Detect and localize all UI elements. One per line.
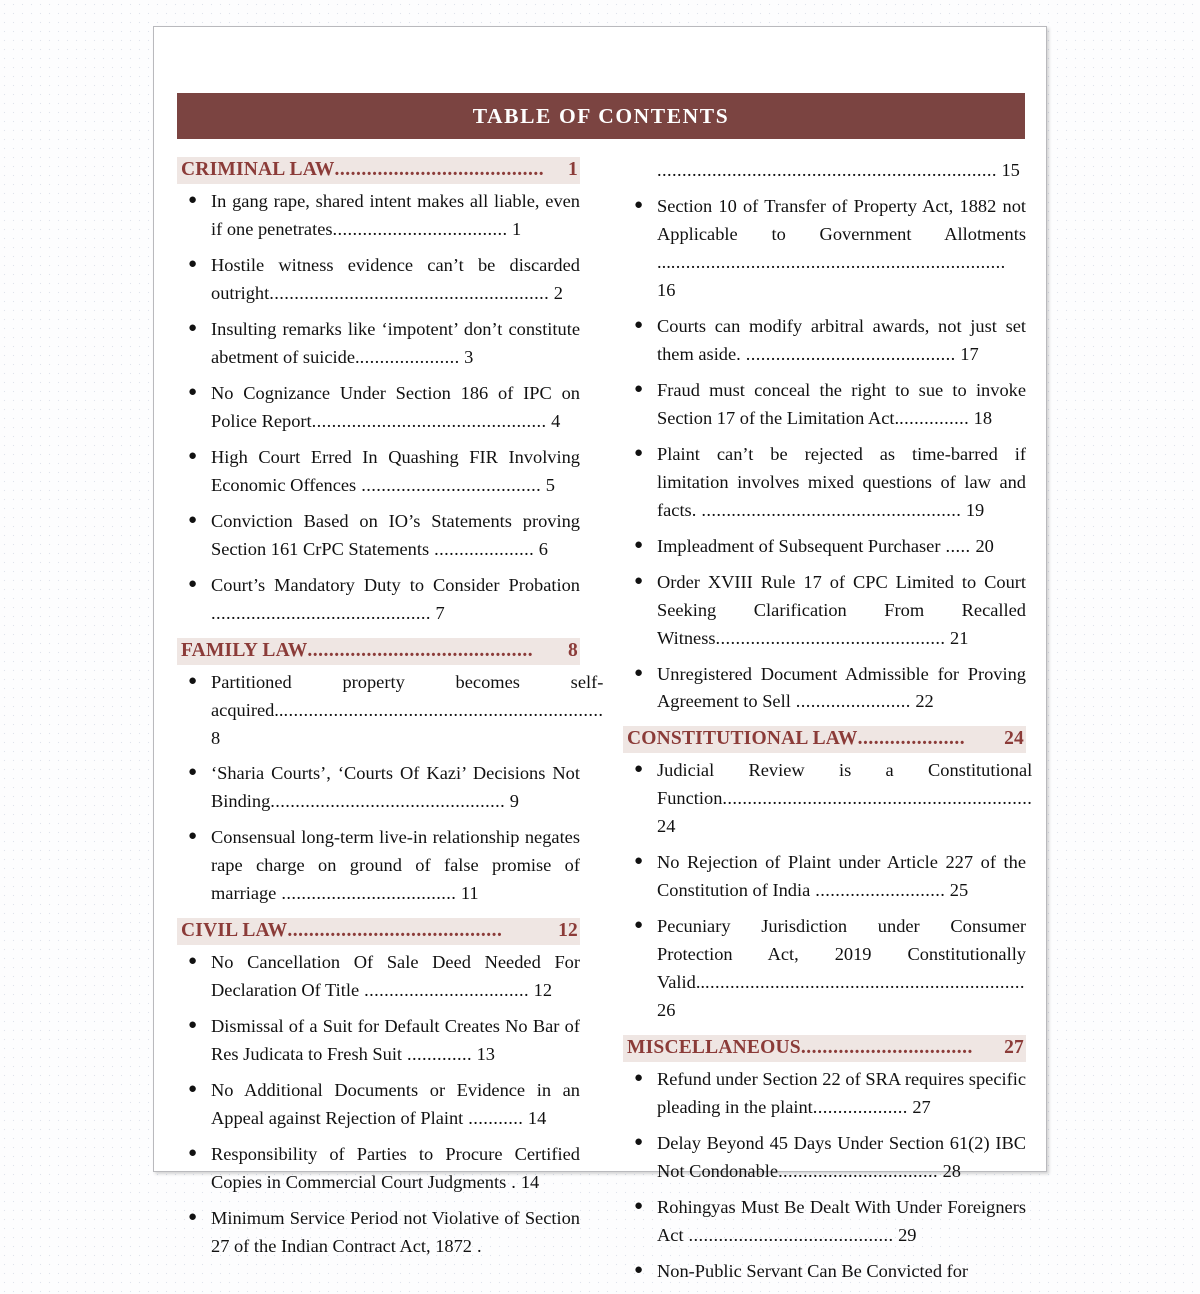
toc-entry-page-number: 26 bbox=[657, 1000, 676, 1021]
toc-entry-title: Plaint can’t be rejected as time-barred if limitation involves mixed questions of law and facts. bbox=[657, 443, 1026, 520]
toc-columns bbox=[177, 157, 1033, 1294]
toc-entry-title: Courts can modify arbitral awards, not just set them aside. bbox=[657, 315, 1026, 364]
section-heading-family-law bbox=[177, 638, 580, 665]
toc-entry-page-number: 13 bbox=[472, 1044, 496, 1065]
toc-entry-page-number: 12 bbox=[529, 980, 553, 1001]
bullet-icon: ● bbox=[188, 953, 198, 970]
bullet-icon: ● bbox=[634, 444, 644, 461]
toc-entry-page-number: 18 bbox=[969, 407, 993, 428]
section-heading-constitutional-law bbox=[623, 726, 1026, 753]
toc-entry[interactable] bbox=[623, 533, 1026, 561]
toc-entry-leader: .................................... bbox=[356, 474, 542, 495]
section-family-law bbox=[177, 638, 604, 909]
toc-entry-leader: .............................................................. bbox=[722, 788, 1033, 809]
toc-entry-leader: ............................................... bbox=[270, 791, 506, 812]
toc-entry-text-wrap bbox=[211, 188, 580, 244]
toc-entry-text-wrap bbox=[657, 569, 1026, 653]
toc-entry-page-number: 14 bbox=[523, 1108, 547, 1129]
toc-entry[interactable] bbox=[623, 757, 1033, 841]
toc-entry[interactable] bbox=[177, 1141, 580, 1197]
toc-entry-text-wrap bbox=[657, 1194, 1026, 1250]
toc-entry-title: Conviction Based on IO’s Statements proving Section 161 CrPC Statements bbox=[211, 510, 580, 559]
toc-entry-text-wrap bbox=[211, 949, 580, 1005]
bullet-icon: ● bbox=[188, 319, 198, 336]
toc-entry[interactable] bbox=[623, 1130, 1026, 1186]
toc-entry-leader: .............................................. bbox=[715, 627, 946, 648]
toc-entry[interactable] bbox=[177, 1077, 580, 1133]
toc-entry-leader: . bbox=[506, 1172, 517, 1193]
toc-entry[interactable] bbox=[177, 824, 580, 908]
section-heading-page-number: 1 bbox=[568, 159, 578, 180]
bullet-icon: ● bbox=[634, 196, 644, 213]
section-heading-page-number: 12 bbox=[558, 920, 578, 942]
toc-entry[interactable] bbox=[177, 252, 580, 308]
toc-entry-leader: .................... bbox=[359, 346, 460, 367]
toc-entry[interactable] bbox=[623, 157, 1026, 185]
bullet-icon: ● bbox=[634, 380, 644, 397]
toc-entry-leader: ................................ bbox=[778, 1161, 938, 1182]
toc-entry[interactable] bbox=[177, 380, 580, 436]
toc-entry-text-wrap bbox=[657, 441, 1026, 525]
toc-entry-title: No Cognizance Under Section 186 of IPC on Police Report bbox=[211, 382, 580, 431]
toc-entry[interactable] bbox=[623, 849, 1026, 905]
toc-entry-page-number: 11 bbox=[456, 883, 479, 904]
toc-entry[interactable] bbox=[177, 949, 580, 1005]
toc-entry-page-number: 5 bbox=[541, 474, 555, 495]
toc-entry-leader: .................................................................... bbox=[657, 160, 997, 180]
toc-entry[interactable] bbox=[177, 508, 580, 564]
toc-entry[interactable] bbox=[177, 188, 580, 244]
toc-entry-title: No Cancellation Of Sale Deed Needed For Declaration Of Title bbox=[211, 952, 580, 1001]
toc-entry-text-wrap bbox=[211, 1013, 580, 1069]
toc-entry-leader: ................................................................... bbox=[670, 251, 1006, 272]
section-heading-leader: .................... bbox=[857, 728, 966, 750]
toc-entry-leader: ................................................................ bbox=[705, 972, 1025, 993]
section-heading-page-number: 8 bbox=[568, 639, 578, 661]
toc-entry[interactable] bbox=[177, 1013, 580, 1069]
toc-entry-page-number: 6 bbox=[534, 538, 548, 559]
toc-entry-title: Section 10 of Transfer of Property Act, 1882 not Applicable to Government Allotments ... bbox=[657, 195, 1026, 272]
toc-entry-title: Dismissal of a Suit for Default Creates No Bar of Res Judicata to Fresh Suit bbox=[211, 1016, 580, 1065]
section-heading-civil-law bbox=[177, 918, 580, 945]
bullet-icon: ● bbox=[188, 828, 198, 845]
toc-entry[interactable] bbox=[177, 444, 580, 500]
toc-entry-page-number: 19 bbox=[961, 499, 985, 520]
toc-entry-leader: ................................................................ bbox=[283, 699, 604, 720]
toc-entry-title: Consensual long-term live-in relationship negates rape charge on ground of false promise of marriage bbox=[211, 827, 580, 904]
toc-entry-text-wrap bbox=[657, 1066, 1026, 1122]
toc-entry-page-number: 29 bbox=[893, 1225, 917, 1245]
bullet-icon: ● bbox=[188, 192, 198, 208]
section-heading-label: FAMILY LAW bbox=[181, 639, 308, 661]
toc-entry-leader: ..... bbox=[940, 535, 976, 556]
section-heading-leader: .......................................... bbox=[307, 639, 534, 661]
toc-entry-text-wrap bbox=[211, 444, 580, 500]
toc-entry[interactable] bbox=[623, 913, 1026, 1025]
toc-entry-text-wrap bbox=[657, 913, 1026, 1025]
toc-entry-title: Insulting remarks like ‘impotent’ don’t constitute abetment of suicide. bbox=[211, 318, 580, 367]
toc-entry-leader: ................................... bbox=[332, 218, 508, 239]
toc-entry-page-number: 3 bbox=[459, 346, 474, 367]
bullet-icon: ● bbox=[634, 917, 644, 934]
toc-entry-page-number: 2 bbox=[549, 282, 563, 303]
toc-entry-page-number: 9 bbox=[505, 791, 519, 812]
section-heading-page-number: 27 bbox=[1004, 1037, 1024, 1059]
toc-entry-page-number: 28 bbox=[938, 1161, 961, 1182]
toc-entry-text-wrap bbox=[657, 661, 1026, 717]
section-heading-label: CRIMINAL LAW bbox=[181, 159, 335, 180]
toc-entry-page-number: 7 bbox=[430, 602, 445, 623]
toc-entry-title: Refund under Section 22 of SRA requires specific pleading in the plaint bbox=[657, 1069, 1026, 1118]
toc-entry-title: Fraud must conceal the right to sue to invoke Section 17 of the Limitation Act. bbox=[657, 379, 1026, 428]
toc-entry[interactable] bbox=[177, 572, 580, 628]
bullet-icon: ● bbox=[634, 316, 644, 333]
toc-entry-text-wrap bbox=[211, 252, 580, 308]
section-heading-criminal-law bbox=[177, 157, 580, 184]
bullet-icon: ● bbox=[634, 853, 644, 870]
toc-entry-title: Partitioned property becomes self-acquired.. bbox=[211, 671, 604, 720]
toc-entry-title: Court’s Mandatory Duty to Consider Probation bbox=[211, 574, 580, 595]
toc-entry[interactable] bbox=[623, 377, 1026, 433]
toc-entry-page-number: 1 bbox=[507, 218, 522, 239]
toc-entry-leader: ....................... bbox=[790, 691, 911, 712]
toc-entry-text-wrap bbox=[211, 380, 580, 436]
left-column bbox=[177, 157, 604, 1294]
toc-entry-title: Responsibility of Parties to Procure Certified Copies in Commercial Court Judgments bbox=[211, 1144, 580, 1193]
toc-entry-leader: ................................. bbox=[359, 980, 530, 1001]
toc-entry-text-wrap bbox=[657, 533, 1026, 561]
toc-entry-text-wrap bbox=[657, 1130, 1026, 1186]
toc-entry-leader: ............................................ bbox=[211, 602, 431, 623]
section-heading-label: CIVIL LAW bbox=[181, 920, 288, 942]
toc-entry-page-number: 8 bbox=[211, 727, 221, 748]
toc-entry-title: Order XVIII Rule 17 of CPC Limited to Court Seeking Clarification From Recalled Witness bbox=[657, 571, 1026, 648]
toc-entry-text-wrap bbox=[211, 1205, 580, 1261]
toc-entry-title: Hostile witness evidence can’t be discarded outright bbox=[211, 254, 580, 303]
toc-entry-leader: . bbox=[472, 1236, 482, 1257]
toc-entry-leader: ............................................... bbox=[311, 410, 547, 431]
toc-entry-page-number: 21 bbox=[945, 627, 969, 648]
toc-entry-page-number: 20 bbox=[975, 535, 994, 556]
bullet-icon: ● bbox=[634, 664, 644, 681]
toc-entry-title: Delay Beyond 45 Days Under Section 61(2) IBC Not Condonable bbox=[657, 1133, 1026, 1182]
section-heading-leader: ................................ bbox=[800, 1037, 973, 1059]
bullet-icon: ● bbox=[188, 575, 198, 592]
toc-entry-page-number: 25 bbox=[945, 880, 969, 901]
bullet-icon bbox=[623, 157, 657, 185]
toc-entry-leader: ......................................... bbox=[683, 1225, 894, 1245]
toc-entry-leader: ................... bbox=[812, 1097, 908, 1118]
toc-entry-title: Pecuniary Jurisdiction under Consumer Protection Act, 2019 Constitutionally Valid.. bbox=[657, 916, 1026, 993]
toc-entry-page-number: 15 bbox=[996, 160, 1020, 180]
toc-entry-text-wrap bbox=[657, 157, 1026, 185]
toc-entry-text-wrap bbox=[657, 757, 1032, 841]
toc-entry-leader: .................................................... bbox=[696, 499, 962, 520]
toc-entry[interactable] bbox=[177, 316, 580, 372]
toc-entry-text-wrap bbox=[211, 316, 580, 372]
bullet-icon: ● bbox=[188, 1145, 198, 1162]
bullet-icon: ● bbox=[634, 1198, 644, 1215]
bullet-icon: ● bbox=[188, 1017, 198, 1034]
toc-entry[interactable] bbox=[623, 1066, 1026, 1122]
bullet-icon: ● bbox=[634, 761, 644, 778]
toc-entry-title: No Rejection of Plaint under Article 227 of the Constitution of India bbox=[657, 852, 1026, 901]
toc-entry-title: Impleadment of Subsequent Purchaser bbox=[657, 535, 941, 556]
section-heading-miscellaneous bbox=[623, 1035, 1026, 1062]
toc-entry-text-wrap bbox=[657, 313, 1026, 369]
section-constitutional-law bbox=[623, 726, 1033, 1025]
bullet-icon: ● bbox=[634, 1134, 644, 1151]
toc-entry-title: High Court Erred In Quashing FIR Involving Economic Offences bbox=[211, 446, 580, 495]
toc-entry-text-wrap bbox=[657, 849, 1026, 905]
toc-entry-page-number: 17 bbox=[955, 343, 979, 364]
toc-entry[interactable] bbox=[177, 760, 580, 816]
toc-entry-page-number: 16 bbox=[657, 279, 676, 300]
document-page bbox=[153, 26, 1047, 1281]
toc-entry-page-number: 14 bbox=[516, 1172, 540, 1193]
toc-entry-page-number: 24 bbox=[657, 816, 676, 837]
bullet-icon: ● bbox=[188, 1209, 198, 1226]
toc-entry-title: Judicial Review is a Constitutional Function bbox=[657, 760, 1033, 809]
bullet-icon: ● bbox=[188, 447, 198, 464]
toc-entry[interactable] bbox=[623, 1194, 1026, 1250]
toc-entry-page-number: 22 bbox=[910, 691, 934, 712]
section-heading-label: CONSTITUTIONAL LAW bbox=[627, 728, 858, 750]
toc-entry-title: In gang rape, shared intent makes all liable, even if one penetrates bbox=[211, 191, 580, 239]
continued-entries bbox=[623, 157, 1026, 716]
toc-entry-leader: ........................................................ bbox=[269, 282, 550, 303]
bullet-icon: ● bbox=[188, 764, 198, 781]
section-heading-page-number: 24 bbox=[1004, 728, 1024, 750]
toc-entry-leader: .................... bbox=[429, 538, 535, 559]
bullet-icon: ● bbox=[188, 383, 198, 400]
toc-entry-title: Unregistered Document Admissible for Proving Agreement to Sell bbox=[657, 663, 1026, 712]
toc-entry-leader: ........... bbox=[463, 1108, 524, 1129]
toc-entry-text-wrap bbox=[211, 760, 580, 816]
toc-entry[interactable] bbox=[623, 313, 1026, 369]
toc-entry-title: Non-Public Servant Can Be Convicted for bbox=[657, 1260, 969, 1281]
toc-entry-leader: ................................... bbox=[276, 883, 457, 904]
toc-entry-text-wrap bbox=[211, 669, 603, 753]
bullet-icon: ● bbox=[634, 572, 644, 589]
toc-entry-text-wrap bbox=[657, 377, 1026, 433]
page-title: TABLE OF CONTENTS bbox=[472, 103, 730, 128]
toc-entry[interactable] bbox=[623, 569, 1026, 653]
toc-entry-text-wrap bbox=[657, 1258, 1026, 1286]
bullet-icon: ● bbox=[188, 255, 198, 272]
toc-entry-page-number: 27 bbox=[907, 1097, 931, 1118]
right-column bbox=[623, 157, 1033, 1294]
toc-entry-text-wrap bbox=[211, 824, 580, 908]
section-heading-leader: ........................................ bbox=[287, 920, 503, 942]
toc-header-bar bbox=[177, 93, 1025, 139]
toc-entry-leader: .............. bbox=[899, 407, 970, 428]
toc-entry-leader: ............. bbox=[402, 1044, 473, 1065]
section-heading-leader: ....................................... bbox=[334, 159, 545, 180]
bullet-icon: ● bbox=[188, 511, 198, 528]
toc-entry-title: Rohingyas Must Be Dealt With Under Foreigners Act bbox=[657, 1197, 1026, 1245]
toc-entry-title: ‘Sharia Courts’, ‘Courts Of Kazi’ Decisions Not Binding bbox=[211, 763, 580, 812]
toc-entry-text-wrap bbox=[211, 508, 580, 564]
toc-entry-leader: .......................... bbox=[810, 880, 946, 901]
toc-entry[interactable] bbox=[623, 1258, 1026, 1286]
toc-entry-title: No Additional Documents or Evidence in an Appeal against Rejection of Plaint bbox=[211, 1080, 580, 1129]
section-criminal-law bbox=[177, 157, 580, 628]
bullet-icon: ● bbox=[634, 536, 644, 553]
toc-entry[interactable] bbox=[623, 661, 1026, 717]
toc-entry-page-number: 4 bbox=[546, 410, 561, 431]
section-miscellaneous bbox=[623, 1035, 1026, 1286]
bullet-icon: ● bbox=[634, 1070, 644, 1087]
toc-entry-text-wrap bbox=[211, 1141, 580, 1197]
toc-entry[interactable] bbox=[623, 441, 1026, 525]
toc-entry-text-wrap bbox=[211, 572, 580, 628]
toc-entry[interactable] bbox=[177, 1205, 580, 1261]
toc-entry-title: Minimum Service Period not Violative of Section 27 of the Indian Contract Act, 1872 bbox=[211, 1208, 580, 1257]
toc-entry[interactable] bbox=[177, 669, 604, 753]
toc-entry-text-wrap bbox=[657, 193, 1026, 305]
toc-entry-text-wrap bbox=[211, 1077, 580, 1133]
toc-entry-leader: .......................................... bbox=[740, 343, 956, 364]
bullet-icon: ● bbox=[634, 1261, 644, 1278]
bullet-icon: ● bbox=[188, 672, 198, 689]
toc-entry[interactable] bbox=[623, 193, 1026, 305]
bullet-icon: ● bbox=[188, 1081, 198, 1098]
section-heading-label: MISCELLANEOUS bbox=[627, 1037, 801, 1059]
section-civil-law bbox=[177, 918, 580, 1261]
